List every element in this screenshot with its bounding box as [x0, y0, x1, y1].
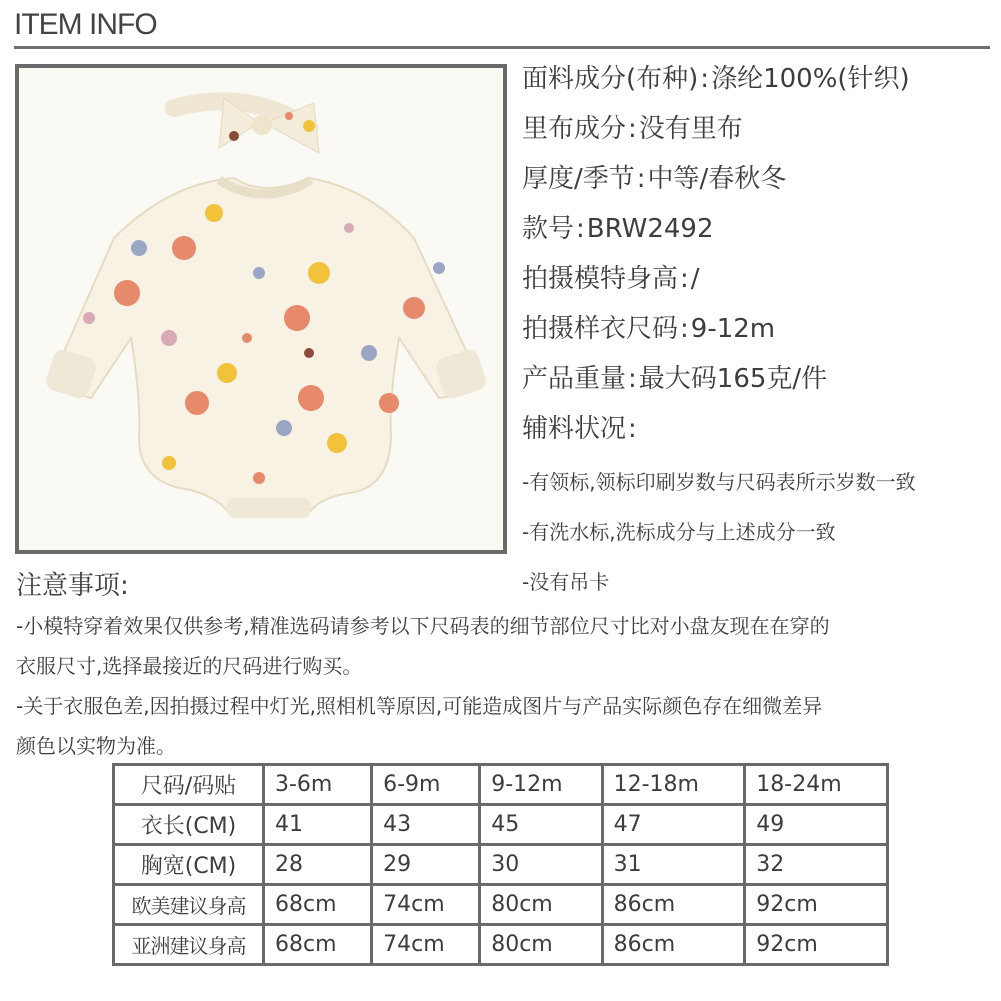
spec-value: BRW2492	[586, 214, 714, 244]
spec-separator: :	[628, 364, 637, 394]
spec-separator: :	[680, 264, 689, 294]
table-cell: 29	[372, 845, 480, 885]
spec-value: 中等/春秋冬	[647, 164, 787, 194]
spec-value: /	[690, 264, 700, 294]
title-divider	[14, 46, 990, 49]
product-photo	[15, 64, 507, 554]
row-header: 欧美建议身高	[114, 885, 264, 925]
table-cell: 12-18m	[602, 765, 745, 805]
spec-model-height	[522, 258, 700, 295]
accessory-item: -有领标,领标印刷岁数与尺码表所示岁数一致	[522, 470, 916, 494]
table-cell: 32	[745, 845, 888, 885]
spec-label: 拍摄样衣尺码	[522, 314, 679, 344]
table-cell: 9-12m	[480, 765, 602, 805]
table-cell: 80cm	[480, 925, 602, 965]
spec-lining	[522, 108, 743, 145]
table-cell: 68cm	[264, 925, 372, 965]
table-cell: 80cm	[480, 885, 602, 925]
table-cell: 3-6m	[264, 765, 372, 805]
spec-label: 里布成分	[522, 114, 627, 144]
table-cell: 92cm	[745, 925, 888, 965]
notes-heading: 注意事项:	[16, 571, 129, 601]
spec-separator: :	[576, 214, 585, 244]
note-line: -小模特穿着效果仅供参考,精准选码请参考以下尺码表的细节部位尺寸比对小盘友现在在穿的	[16, 614, 830, 638]
spec-separator: :	[628, 114, 637, 144]
spec-value: 涤纶100%(针织)	[711, 64, 910, 94]
table-row	[114, 885, 888, 925]
note-line: 衣服尺寸,选择最接近的尺码进行购买。	[16, 654, 363, 678]
spec-separator: :	[628, 414, 637, 444]
table-cell: 68cm	[264, 885, 372, 925]
table-row	[114, 845, 888, 885]
spec-value: 9-12m	[690, 314, 776, 344]
table-cell: 45	[480, 805, 602, 845]
table-row	[114, 765, 888, 805]
spec-accessories	[522, 408, 639, 445]
romper-illustration	[19, 68, 503, 550]
table-cell: 41	[264, 805, 372, 845]
table-cell: 30	[480, 845, 602, 885]
table-cell: 43	[372, 805, 480, 845]
spec-label: 辅料状况	[522, 414, 627, 444]
table-cell: 86cm	[602, 925, 745, 965]
table-row	[114, 925, 888, 965]
spec-thickness	[522, 158, 786, 195]
table-cell: 74cm	[372, 885, 480, 925]
table-cell: 6-9m	[372, 765, 480, 805]
row-header: 亚洲建议身高	[114, 925, 264, 965]
spec-sample-size	[522, 308, 775, 345]
spec-label: 拍摄模特身高	[522, 264, 679, 294]
spec-label: 产品重量	[522, 364, 627, 394]
accessory-item: -有洗水标,洗标成分与上述成分一致	[522, 520, 836, 544]
page-title: ITEM INFO	[14, 8, 157, 41]
accessory-item: -没有吊卡	[522, 570, 610, 594]
spec-label: 面料成分(布种)	[522, 64, 699, 94]
spec-value: 最大码165克/件	[638, 364, 828, 394]
table-cell: 18-24m	[745, 765, 888, 805]
note-line: -关于衣服色差,因拍摄过程中灯光,照相机等原因,可能造成图片与产品实际颜色存在细微差异	[16, 694, 823, 718]
spec-separator: :	[636, 164, 646, 194]
table-cell: 31	[602, 845, 745, 885]
table-cell: 47	[602, 805, 745, 845]
spec-label: 款号	[522, 214, 575, 244]
table-cell: 49	[745, 805, 888, 845]
spec-separator: :	[680, 314, 689, 344]
row-header: 尺码/码贴	[114, 765, 264, 805]
table-cell: 92cm	[745, 885, 888, 925]
spec-separator: :	[700, 64, 710, 94]
spec-style-number	[522, 208, 714, 245]
size-chart-table	[112, 763, 889, 966]
table-row	[114, 805, 888, 845]
spec-value: 没有里布	[638, 114, 743, 144]
row-header: 胸宽(CM)	[114, 845, 264, 885]
spec-fabric	[522, 58, 910, 95]
table-cell: 86cm	[602, 885, 745, 925]
row-header: 衣长(CM)	[114, 805, 264, 845]
table-cell: 74cm	[372, 925, 480, 965]
table-cell: 28	[264, 845, 372, 885]
spec-weight	[522, 358, 827, 395]
spec-label: 厚度/季节	[522, 164, 635, 194]
note-line: 颜色以实物为准。	[16, 734, 176, 758]
